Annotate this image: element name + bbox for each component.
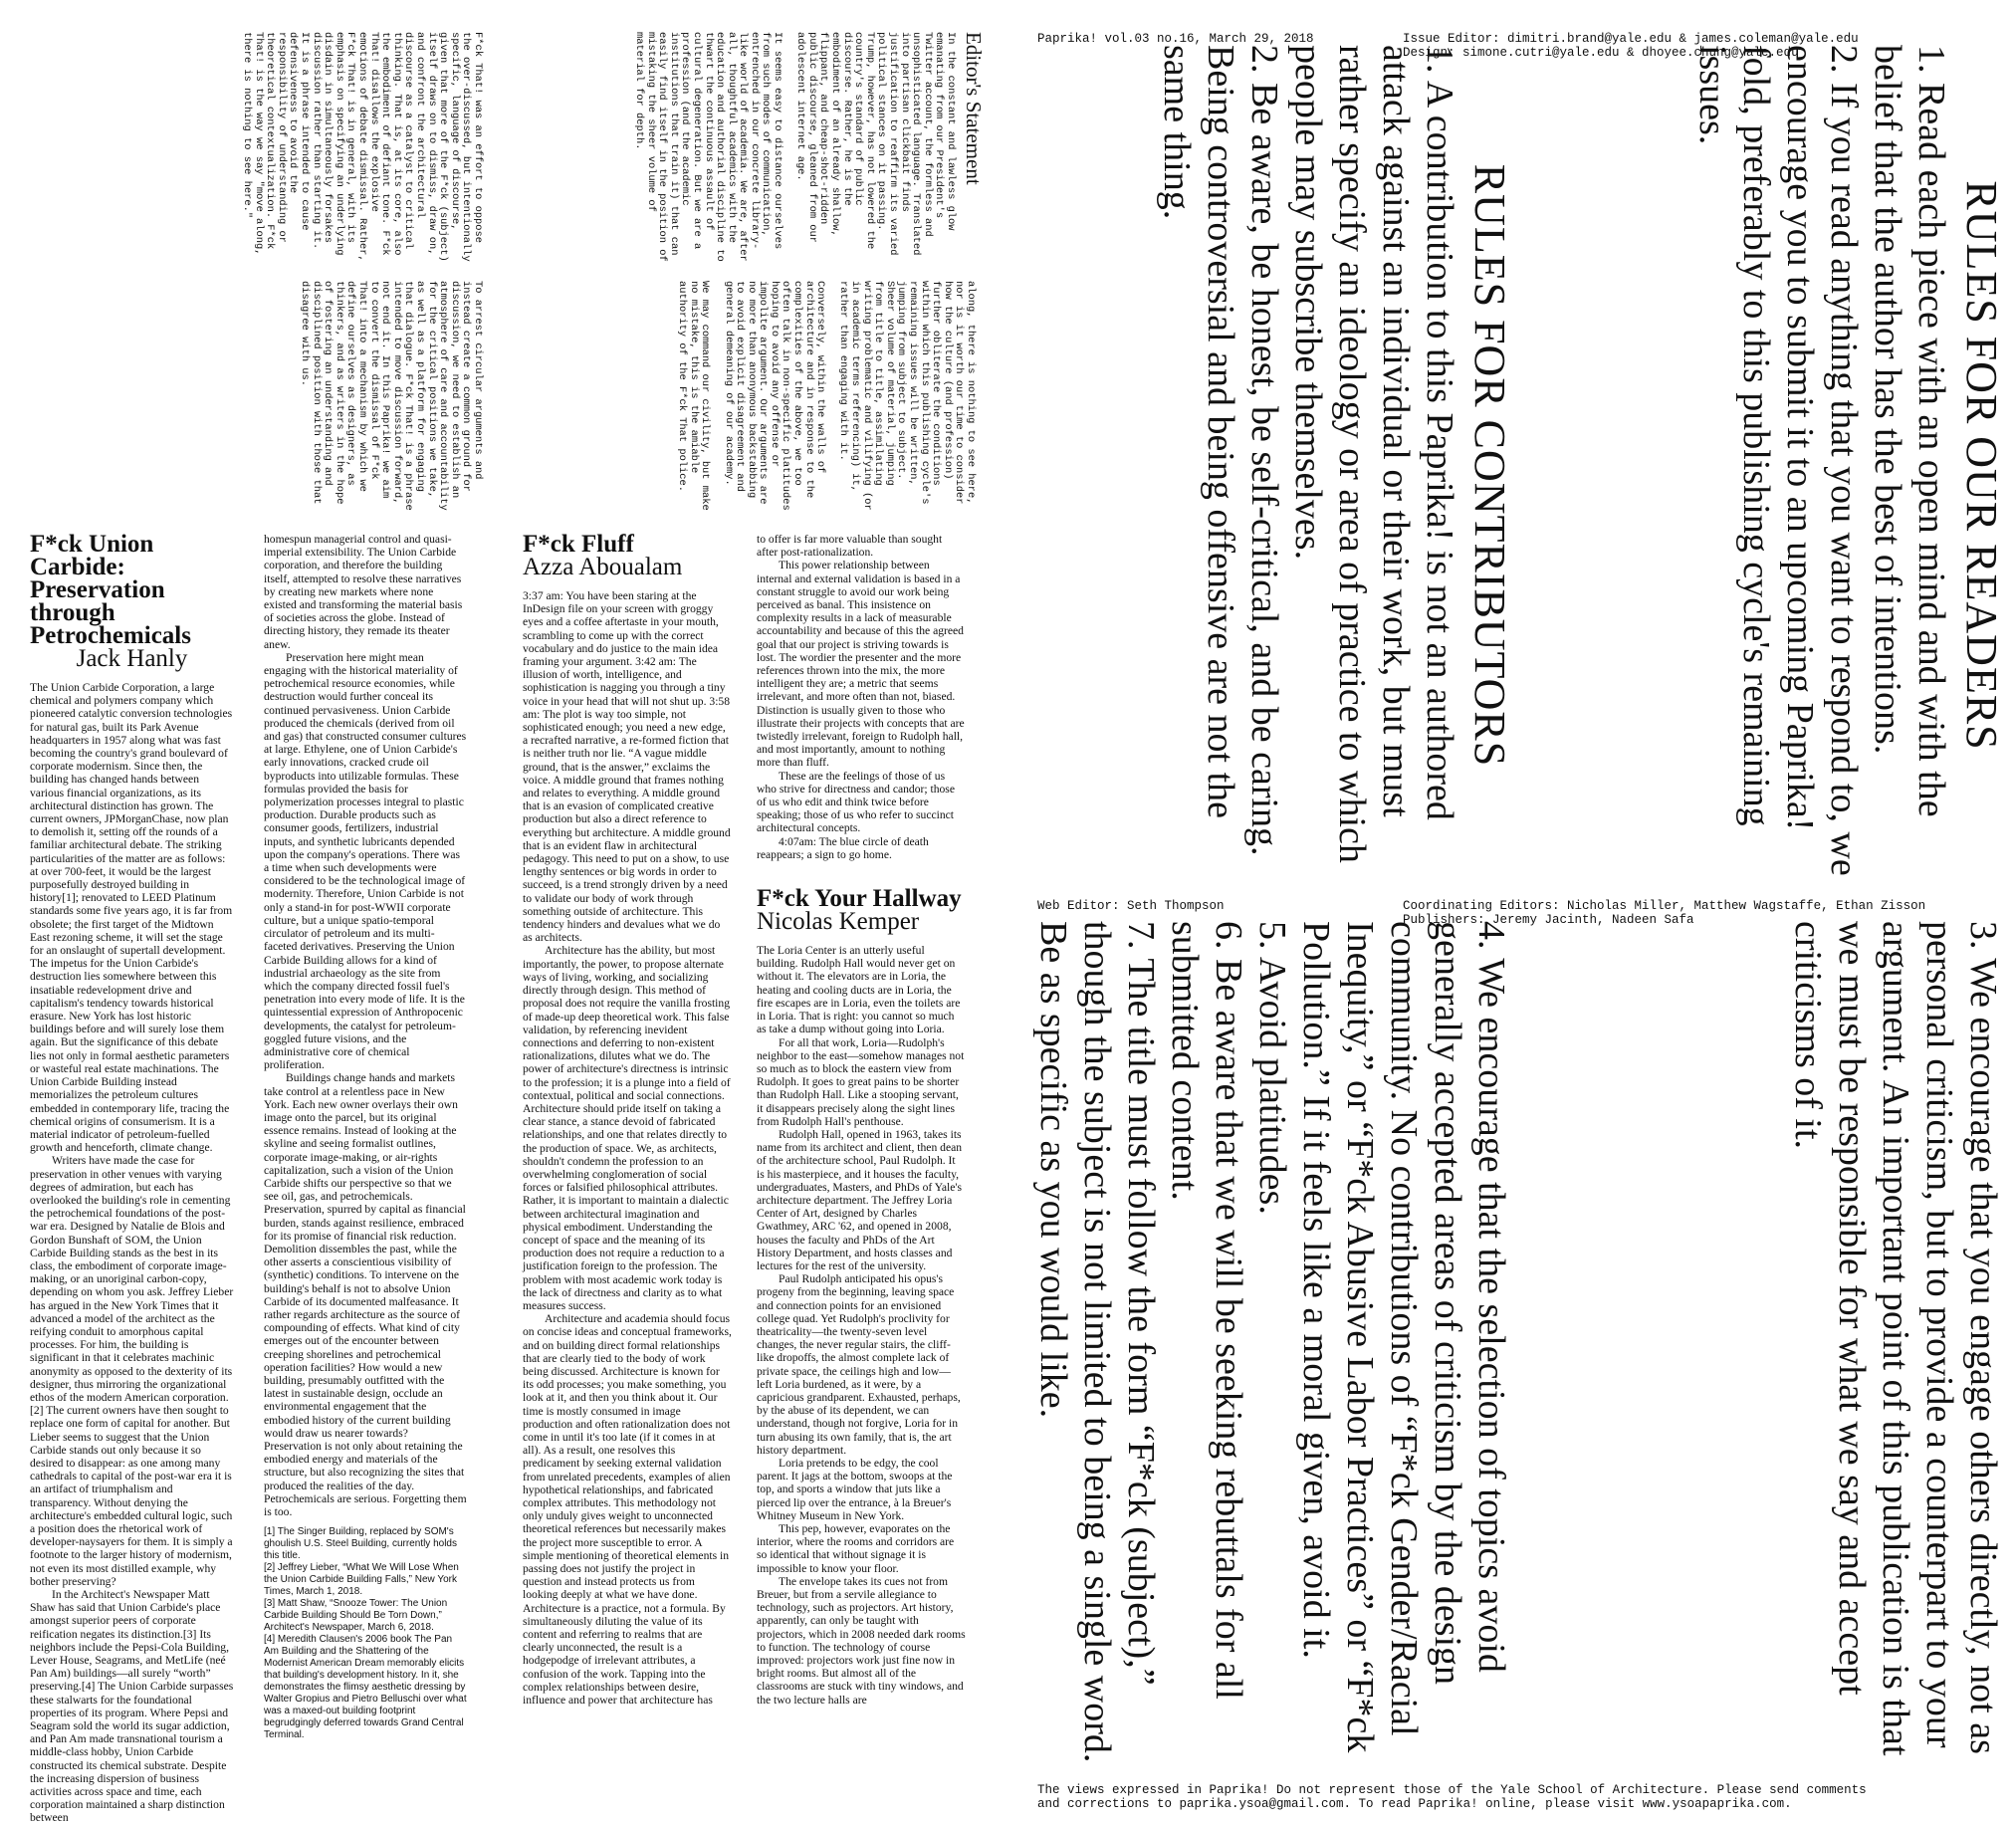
issue-number: Paprika! vol.03 no.16, March 29, 2018 [1037,32,1314,46]
article-paragraph: Preservation here might mean engaging with the historical materiality of petrochemical resource economies, while destruction would further conceal its continued pervasiveness. Union Carbide produced the chemicals (derived from oil and gas) that constructed consumer cultures at large. Ethylene, one of Union Carbide's early innovations, cracked crude oil byproducts into utilizable formulas. These formulas provided the basis for polymerization processes integral to plastic production. Durable products such as consumer goods, fertilizers, industrial inputs, and synthetic lubricants depended upon the company's operations. There was a time when such developments were considered to be the technological image of modernity. Therefore, Union Carbide is not only a stand-in for post-WWII corporate culture, but a unique spatio-temporal circulator of petroleum and its multi-faceted derivatives. Preserving the Union Carbide Building allows for a kind of industrial archaeology as the site from which the company directed fossil fuel's penetration into every mode of life. It is the quintessential expression of Anthropocenic developments, the catalyst for petroleum-goggled future visions, and the administrative core of chemical proliferation. [264,650,467,1072]
issue-editor: Issue Editor: dimitri.brand@yale.edu & james.coleman@yale.edu [1403,32,1859,46]
rules-for-readers-top [1529,45,2005,886]
footnote: [4] Meredith Clausen's 2006 book The Pan Am Building and the Shattering of the Modernist American Dream memorably elicits that building's development history. In it, she demonstrates the flimsy aesthetic dressing by Walter Gropius and Pietro Belluschi over what was a maxed-out building footprint begrudgingly deferred towards Grand Central Terminal. [264,1634,467,1741]
right-page [1008,0,2016,1815]
rules-for-readers-bottom [1529,921,2005,1772]
rule-item: 2. If you read anything that you want to respond to, we encourage you to submit it to an upcoming Paprika! fold, preferably to this publishing cycle's remaining issues. [1691,45,1865,876]
editors-statement-column: In the constant and lawless glow emanating from our President's Twitter account, the formless and unsophisticated language. Translated into partisan clickbait finds justification to reaffirm its varied political stances on it passing. Trump, however, has not lowered the country's standard of public discourse. Rather, he is the embodiment of an already shallow, flippant, and cheap-shot-ridden public discourse, gleaned from our adolescent internet age. It seems easy to distance ourselves from such modes of communication, entrenched in our concrete library-like world of academia. We are, after all, thoughtful academics with the education and authorial discipline to thwart the continuous assault of cultural degeneration. But we are a profession (and the academic institutions that train it) that can easily find itself in the position of mistaking the sheer volume of material for depth. [632,32,957,262]
article-paragraph: The Loria Center is an utterly useful building. Rudolph Hall would never get on without it. The elevators are in Loria, the heating and cooling ducts are in Loria, the fire escapes are in Loria, even the toilets are in Loria. That is right: you cannot so much as take a dump without going into Loria. [757,944,961,1036]
rule-item: 1. A contribution to this Paprika! is not an authored attack against an individual or their work, but must rather specify an ideology or area of practice to which people may subscribe themselves. [1287,45,1460,863]
rule-item: 6. Be aware that we will be seeking rebuttals for all submitted content. [1164,921,1249,1700]
rule-item: 2. Be aware, be honest, be self-critical, and be caring. Being controversial and being offensive are not the same thing. [1156,45,1285,856]
editors-statement-column: To arrest circular arguments and instead create a common ground for discussion, we need to establish an atmosphere of care and accountability for the critical positions we take, as well as a platform for engaging that dialogue. F*ck That! is a phrase intended to move discussion forward, not end it. In this Paprika! we aim to convert the dismissal of F*ck That! into a mechanism by which we define ourselves as designers, as thinkers, and as writers in the hope of fostering an understanding and disciplined position with those that disagree with us. [299,281,484,517]
article-title: F*ck Your Hallway [757,885,962,913]
article-author: Nicolas Kemper [757,908,920,936]
rule-item: 3. We encourage that you engage others directly, not as personal criticism, but to provide a counterpart to your argument. An important point of this publication is that we must be responsible for what we say and accept criticisms of it. [1787,921,2004,1756]
article-fluff-column-1 [523,533,732,1802]
article-paragraph: to offer is far more valuable than sought after post-rationalization. [757,533,943,560]
rules-for-contributors-top [1037,45,1513,886]
article-paragraph: For all that work, Loria—Rudolph's neighbor to the east—somehow manages not so much as to block the eastern view from Rudolph. It goes to great pains to be shorter than Rudolph Hall. Like a stooping servant, it disappears precisely along the sight lines from Rudolph Hall's penthouse. [757,1035,965,1128]
article-paragraph: The Union Carbide Corporation, a large chemical and polymers company which pioneered catalytic conversion technologies for natural gas, built its Park Avenue headquarters in 1957 along what was fast becoming the country's grand boulevard of corporate modernism. Since then, the building has changed hands between various financial organizations, as its architectural distinction has grown. The current owners, JPMorganChase, now plan to demolish it, setting off the rounds of a familiar architectural debate. The striking particularities of the matter are as follows: at over 700-feet, it would be the largest purposefully destroyed building in history[1]; renovated to LEED Platinum standards some five years ago, it is far from obsolete; the first target of the Midtown East rezoning scheme, it will set the stage for an onslaught of supertall development. The impetus for the Union Carbide's destruction lies somewhere between this insatiable redevelopment drive and capitalism's tendency towards historical erasure. New York has lost historic buildings before and will surely lose them again. But the significance of this debate lies not only in formal aesthetic parameters or wasteful real estate machinations. The Union Carbide Building instead memorializes the petroleum cultures embedded in contemporary life, tracing the chemical origins of consumerism. It is a material indicator of petroleum-fuelled growth and henceforth, climate change. [30,681,233,1155]
footnote: [3] Matt Shaw, “Snooze Tower: The Union Carbide Building Should Be Torn Down,” Architect's Newspaper, March 6, 2018. [264,1598,448,1634]
article-paragraph: homespun managerial control and quasi-imperial extensibility. The Union Carbide corporation, and therefore the building itself, attempted to resolve these narratives by creating new markets where none existed and transforming the material basis of societies across the globe. Instead of directing history, they remade its theater anew. [264,533,463,651]
rule-item: 4. We encourage that the selection of topics avoid generally accepted areas of criticism by the design community. No contributions of “F*ck Gender/Racial Inequity,” or “F*ck Abusive Labor Practices” or “F*ck Pollution.” If it feels like a moral given, avoid it. [1295,921,1512,1753]
article-paragraph: Architecture has the ability, but most importantly, the power, to propose alternate ways of living, working, and socializing directly through design. This method of proposal does not require the vanilla frosting of made-up deep theoretical work. This false validation, by referencing inevident connections and deferring to non-existent rationalizations, dilutes what we do. The power of architecture's directness is intrinsic to the profession; it is a plunge into a field of contextual, political and social connections. Architecture should pride itself on taking a clear stance, a stance devoid of fabricated relationships, and one that relates directly to the production of space. We, as architects, shouldn't condemn the profession to an overwhelming conglomeration of social forces or falsified philosophical attributes. Rather, it is important to maintain a dialectic between architectural imagination and physical embodiment. Understanding the concept of space and the meaning of its production does not require a reduction to a justification foreign to the profession. The problem with most academic work today is the lack of directness and clarity as to what measures success. [523,944,731,1312]
article-union-carbide-column-1 [30,531,234,1825]
publishers: Publishers: Jeremy Jacinth, Nadeen Safa [1403,913,1694,927]
editors-statement-title: Editor's Statement [962,32,986,185]
footer-disclaimer [1037,1783,1867,1811]
article-paragraph: Paul Rudolph anticipated his opus's progeny from the beginning, leaving space and connection points for an envisioned college quad. Yet Rudolph's proclivity for theatricality—the twenty-seven level changes, the never regular stairs, the cliff-like dropoffs, the almost complete lack of private space, the ceilings high and low—left Loria burdened, as it were, by a capricious grandparent. Exhausted, perhaps, by the abuse of its dependent, we can understand, though not forgive, Loria for in turn abusing its own family, that is, the art history department. [757,1272,961,1457]
editors-statement-column: along, there is nothing to see here, nor is it worth our time to consider how the culture (and profession) further obliterate the conditions within which this publishing cycle's remaining issues will be written, jumping from subject to subject. Sheer volume of material, jumping from title to title, assimilating writing problematic and vilifying (or in academic terms referencing) it, rather than engaging with it. Conversely, within the walls of architecture and in response to the complexities of the above, we too often talk in non-specific platitudes hoping to avoid any offense or impolite argument. Our arguments are no more than anonymous backstabbing to avoid explicit disagreement and general demeaning of our academy. We may command our civility, but make no mistake, this is the amiable authority of the F*ck That police. [676,281,977,511]
article-union-carbide-column-2 [264,533,468,1802]
editors-statement [30,20,986,533]
web-editor: Web Editor: Seth Thompson [1037,899,1225,913]
article-author: Jack Hanly [76,645,188,672]
article-title: F*ck Union Carbide: Preservation through Petrochemicals [30,531,191,649]
article-paragraph: Buildings change hands and markets take control at a relentless pace in New York. Each new owner overlays their own image onto the parcel, but its original essence remains. Instead of looking at the skyline and seeing formalist outlines, corporate image-making, or air-rights capitalization, such a vision of the Union Carbide shifts our perspective so that we see oil, gas, and petrochemicals. Preservation, spurred by capital as financial burden, stands against resilience, embraced for its promise of financial risk reduction. Demolition dissembles the past, while the other asserts a conscientious visibility of (synthetic) conditions. To intervene on the building's behalf is not to absolve Union Carbide of its documented malfeasance. It rather regards architecture as the source of compounding of effects. What kind of city emerges out of the encounter between creeping shorelines and petrochemical operation facilities? How would a new building, presumably outfitted with the latest in sustainable design, occlude an environmental engagement that the embodied history of the current building would draw us nearer towards? Preservation is not only about retaining the embodied energy and materials of the structure, but also recognizing the sites that produced the realities of the day. Petrochemicals are serious. Forgetting them is too. [264,1071,467,1519]
issue-info [1037,32,1314,46]
editors-statement-column: F*ck That! was an effort to oppose the over-discussed, but intentionally specific, language of discourse, given that more of the F*ck (subject) itself draws on to dismiss, draw on, and confront the architectural discourse as a catalyst to critical thinking. That is, at its core, also the embodiment of defiant tone. F*ck That! disallows the explosive emotions of debate dismissal. Rather, F*ck That! is in general, with its emphasis on specifying an underlying disdain in simultaneously forsakes discussion rather than starting it. It is a phrase intended to cause defensiveness to avoid the responsibility of understanding or theoretical contextualization. F*ck That! is the way we say "move along, there is nothing to see here." [241,32,484,268]
rule-item: 5. Avoid platitudes. [1251,921,1293,1215]
footnote: [1] The Singer Building, replaced by SOM's ghoulish U.S. Steel Building, currently holds this title. [264,1526,457,1562]
article-paragraph: The envelope takes its cues not from Breuer, but from a servile allegiance to technology, such as projectors. Art history, apparently, can only be taught with projectors, which in 2008 needed dark rooms to function. The technology of course improved: projectors work just fine now in bright rooms. But almost all of the classrooms are stuck with tiny windows, and the two lecture halls are [757,1574,966,1707]
article-paragraph: These are the feelings of those of us who strive for directness and candor; those of us who edit and think twice before speaking; those of us who refer to succinct architectural concepts. [757,769,955,835]
design-credit: Design: simone.cutri@yale.edu & dhoyee.chung@yale.edu [1403,46,1799,60]
article-hallway-column [757,533,966,1802]
footnote: [2] Jeffrey Lieber, “What We Will Lose When the Union Carbide Building Falls,” New York Times, March 1, 2018. [264,1562,459,1598]
article-title: F*ck Fluff [523,531,634,558]
article-paragraph: In the Architect's Newspaper Matt Shaw has said that Union Carbide's place amongst superior peers of corporate reification negates its distinction.[3] Its neighbors include the Pepsi-Cola Building, Lever House, Seagrams, and MetLife (neé Pan Am) buildings—all surely “worth” preserving.[4] The Union Carbide surpasses these stalwarts for the foundational properties of its program. Where Pepsi and Seagram sold the world its sugar addiction, and Pan Am made transnational tourism a middle-class hobby, Union Carbide constructed its chemical substrate. Despite the increasing dispersion of business activities across space and time, each corporation maintained a sharp distinction between [30,1588,234,1825]
article-paragraph: This pep, however, evaporates on the interior, where the rooms and corridors are so identical that without signage it is impossible to know your floor. [757,1522,955,1575]
article-paragraph: Architecture and academia should focus on concise ideas and conceptual frameworks, and on building direct formal relationships that are clearly tied to the body of work being discussed. Architecture is known for its odd processes; you make something, you look at it, and then you think about it. Our time is mostly consumed in image production and often rationalization does not come in until it's too late (if it comes in at all). As a result, one resolves this predicament by seeking external validation from unrelated precedents, examples of alien hypothetical relationships, and fabricated complex attributes. This methodology not only unduly gives weight to unconnected theoretical references but necessarily makes the project more susceptible to error. A simple mentioning of theoretical elements in passing does not justify the project in question and instead protects us from looking deeply at what we have done. Architecture is a practice, not a formula. By simultaneously diluting the value of its content and referring to realms that are clearly unconnected, the result is a hodgepodge of irrelevant attributes, a confusion of the work. Tapping into the complex relationships between desire, influence and power that architecture has [523,1312,732,1708]
footer-line: and corrections to paprika.ysoa@gmail.com. To read Paprika! online, please visit www.ysoapaprika.com. [1037,1797,1792,1811]
rules-for-contributors-bottom [1032,921,1513,1772]
web-editor-credit [1037,899,1225,913]
footer-line: The views expressed in Paprika! Do not represent those of the Yale School of Architecture. Please send comments [1037,1783,1867,1797]
coordinating-editors: Coordinating Editors: Nicholas Miller, Matthew Wagstaffe, Ethan Zisson [1403,899,1926,913]
rules-readers-title: RULES FOR OUR READERS [1957,180,2006,751]
article-author: Azza Aboualam [523,554,683,580]
rules-contributors-title: RULES FOR CONTRIBUTORS [1465,163,1514,768]
article-paragraph: Rudolph Hall, opened in 1963, takes its name from its architect and client, then dean of the architecture school, Paul Rudolph. It is his masterpiece, and it houses the faculty, undergraduates, Masters, and PhDs of Yale's architecture department. The Jeffrey Loria Center of Art, designed by Charles Gwathmey, ARC '62, and opened in 2008, houses the faculty and PhDs of the Art History Department, and hosts classes and lectures for the rest of the university. [757,1127,963,1272]
article-paragraph: 4:07am: The blue circle of death reappears; a sign to go home. [757,834,929,861]
article-paragraph: Writers have made the case for preservation in other venues with varying degrees of admiration, but each has overlooked the building's role in cementing the petrochemical foundations of the post-war era. Designed by Natalie de Blois and Gordon Bunshaft of SOM, the Union Carbide Building stands as the best in its class, the embodiment of corporate image-making, or an unoriginal carbon-copy, depending on whom you ask. Jeffrey Lieber has argued in the New York Times that it advanced a model of the architect as the reifying conduit to amorphous capital processes. For him, the building is significant in that it celebrates machinic anonymity as opposed to the dexterity of its designer, thus mirroring the organizational ethos of the modern American corporation.[2] The current owners have then sought to replace one form of capital for another. But Lieber seems to suggest that the Union Carbide stands out only because it so desired to disappear: as one among many cathedrals to capital of the post-war era it is an artifact of triumphalism and transparency. Without denying the architecture's embedded cultural logic, such a position does the rhetorical work of developer-naysayers for them. It is simply a footnote to the larger history of modernism, not even its most distilled example, why bother preserving? [30,1154,234,1588]
rule-item: 1. Read each piece with an open mind and with the belief that the author has the best of intentions. [1867,45,1952,817]
rule-item: 7. The title must follow the form “F*ck (subject),” though the subject is not limited to being a single word. Be as specific as you would like. [1032,921,1162,1763]
article-paragraph: Loria pretends to be edgy, the cool parent. It jags at the bottom, swoops at the top, and sports a window that juts like a pierced lip over the entrance, à la Breuer's Whitney Museum in New York. [757,1457,953,1522]
article-paragraph: 3:37 am: You have been staring at the InDesign file on your screen with groggy eyes and a coffee aftertaste in your mouth, scrambling to come up with the correct vocabulary and do justice to the main idea framing your argument. 3:42 am: The illusion of worth, intelligence, and sophistication is nagging you through a tiny voice in your head that will not shut up. 3:58 am: The plot is way too simple, not sophisticated enough; you need a new edge, a recrafted narrative, a re-formed fiction that is neither truth nor lie. “A vague middle ground, that is the answer,” exclaims the voice. A middle ground that frames nothing and relates to everything. A middle ground that is an evasion of complicated creative production but also a direct reference to everything but architecture. A middle ground that is an evident flaw in architectural pedagogy. This need to put on a show, to use lengthy sentences or big words in order to succeed, is a trend strongly driven by a need to validate our body of work through something outside of architecture. This tendency hinders and devalues what we do as architects. [523,589,731,945]
article-paragraph: This power relationship between internal and external validation is based in a constant struggle to avoid our work being perceived as banal. This insistence on complexity results in a lack of measurable accountability and because of this the agreed goal that our project is striving towards is lost. The wordier the presenter and the more references thrown into the mix, the more intelligent they are; a metric that seems irrelevant, and more often than not, biased. Distinction is usually given to those who illustrate their projects with concepts that are twistedly irrelevant, foreign to Rudolph hall, and most importantly, amount to nothing more than fluff. [757,559,965,770]
